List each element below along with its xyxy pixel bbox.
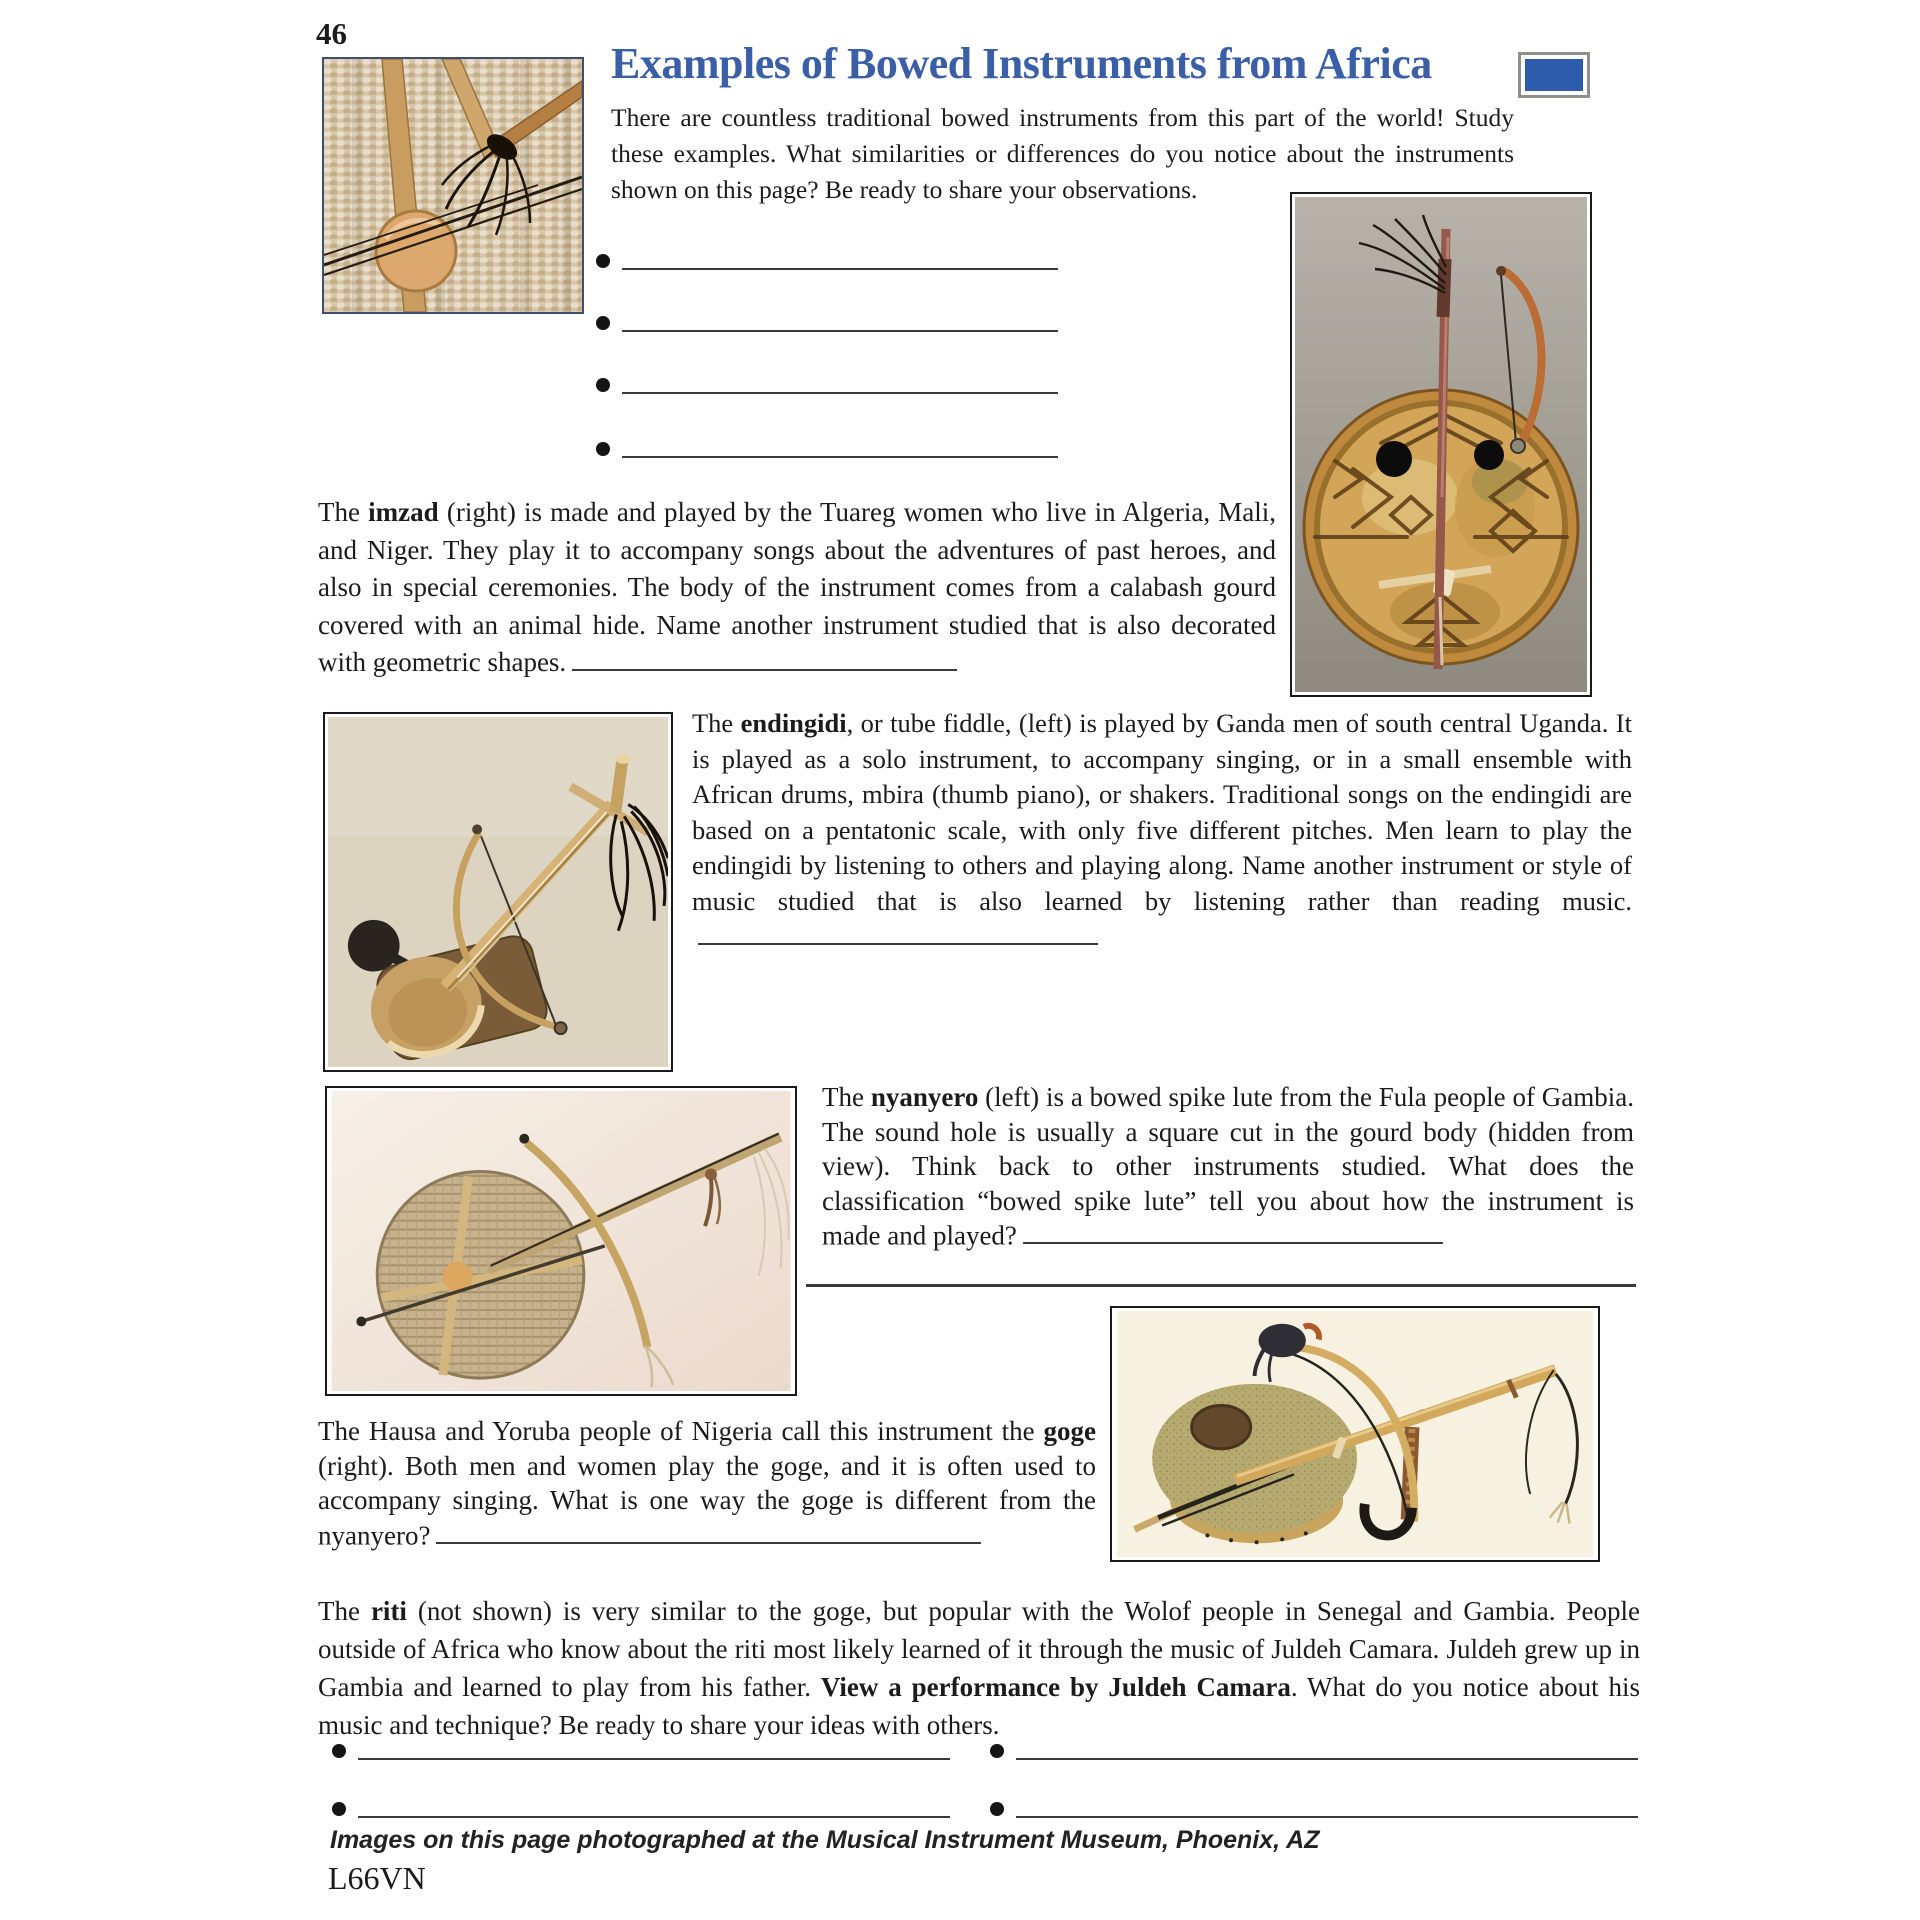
idea-blank-row xyxy=(990,1742,1638,1760)
idea-blank-row xyxy=(990,1800,1638,1818)
photo-credit: Images on this page photographed at the Musical Instrument Museum, Phoenix, AZ xyxy=(330,1826,1320,1854)
bullet-dot xyxy=(596,254,610,268)
goge-term: goge xyxy=(1043,1416,1096,1446)
page-title-text: Examples of Bowed Instruments from Africa xyxy=(611,39,1432,88)
view-performance-reference: View a performance by Juldeh Camara xyxy=(820,1672,1291,1702)
bullet-dot xyxy=(596,316,610,330)
video-marker-icon-fill xyxy=(1525,59,1583,91)
page-number: 46 xyxy=(316,16,347,51)
answer-line-full xyxy=(806,1268,1636,1287)
answer-line xyxy=(1016,1742,1638,1760)
riti-lead: The xyxy=(318,1596,371,1626)
endingidi-paragraph xyxy=(692,706,1632,955)
imzad-illustration xyxy=(1295,197,1587,692)
nyanyero-term: nyanyero xyxy=(870,1082,979,1112)
imzad-lead: The xyxy=(318,497,369,527)
video-marker-icon xyxy=(1518,52,1590,98)
answer-line xyxy=(698,919,1098,945)
goge-illustration xyxy=(1115,1311,1595,1557)
intro-paragraph: There are countless traditional bowed instruments from this part of the world! Study these examples. What similarities or differences do you notice about the instruments shown on this page? Be ready to share your observations. xyxy=(611,103,1514,204)
imzad-body: (right) is made and played by the Tuareg women who live in Algeria, Mali, and Niger. They play it to accompany songs about the adventures of past heroes, and also in special ceremonies. The body of the instrument comes from a calabash gourd covered with an animal hide. Name another instrument studied that is also decorated with geometric shapes. xyxy=(318,497,1276,677)
bullet-dot xyxy=(332,1744,346,1758)
imzad-paragraph xyxy=(318,494,1276,682)
observation-blank-row xyxy=(596,314,1058,332)
idea-blank-row xyxy=(332,1800,950,1818)
observation-blank-row xyxy=(596,376,1058,394)
goge-body: (right). Both men and women play the goge, and it is often used to accompany singing. What is one way the goge is different from the nyanyero? xyxy=(318,1450,1096,1550)
observation-blank-row xyxy=(596,440,1058,458)
bullet-dot xyxy=(990,1802,1004,1816)
observation-blank-row xyxy=(596,252,1058,270)
nyanyero-body: (left) is a bowed spike lute from the Fula people of Gambia. The sound hole is usually a square cut in the gourd body (hidden from view). Think back to other instruments studied. What does the classification “bowed spike lute” tell you about how the instrument is made and played? xyxy=(822,1082,1634,1251)
page-title xyxy=(611,38,1521,89)
answer-line xyxy=(1023,1218,1443,1244)
nyanyero-paragraph xyxy=(822,1080,1634,1253)
riti-term: riti xyxy=(370,1596,407,1626)
answer-line xyxy=(1016,1800,1638,1818)
riti-paragraph xyxy=(318,1592,1640,1744)
answer-line xyxy=(436,1518,981,1544)
answer-line xyxy=(622,440,1058,458)
bullet-dot xyxy=(596,442,610,456)
answer-line xyxy=(358,1742,950,1760)
page-code: L66VN xyxy=(328,1860,426,1896)
endingidi-illustration xyxy=(328,717,668,1067)
answer-line xyxy=(622,252,1058,270)
nyanyero-photo xyxy=(325,1086,797,1396)
endingidi-term: endingidi xyxy=(740,708,847,738)
answer-line xyxy=(358,1800,950,1818)
riti-tail: . What do you notice about his music and technique? Be ready to share your ideas with others. xyxy=(318,1672,1640,1740)
nyanyero-illustration xyxy=(330,1091,792,1391)
bow-closeup-illustration xyxy=(324,59,582,312)
riti-body: (not shown) is very similar to the goge, but popular with the Wolof people in Senegal and Gambia. People outside of Africa who know about the riti most likely learned of it through the music of Juldeh Camara. Juldeh grew up in Gambia and learned to play from his father. xyxy=(318,1596,1640,1702)
endingidi-lead: The xyxy=(692,708,741,738)
answer-line xyxy=(572,645,957,671)
goge-lead: The Hausa and Yoruba people of Nigeria call this instrument the xyxy=(318,1416,1044,1446)
nyanyero-lead: The xyxy=(822,1082,871,1112)
bullet-dot xyxy=(596,378,610,392)
bullet-dot xyxy=(990,1744,1004,1758)
endingidi-body: , or tube fiddle, (left) is played by Ganda men of south central Uganda. It is played as a solo instrument, to accompany singing, or in a small ensemble with African drums, mbira (thumb piano), or shakers. Traditional songs on the endingidi are based on a pentatonic scale, with only five different pitches. Men learn to play the endingidi by listening to others and playing along. Name another instrument or style of music studied that is also learned by listening rather than reading music. xyxy=(692,708,1632,916)
bow-closeup-photo xyxy=(322,57,584,314)
bullet-dot xyxy=(332,1802,346,1816)
answer-line xyxy=(622,314,1058,332)
answer-line xyxy=(622,376,1058,394)
endingidi-photo xyxy=(323,712,673,1072)
imzad-photo xyxy=(1290,192,1592,697)
idea-blank-row xyxy=(332,1742,950,1760)
imzad-term: imzad xyxy=(368,497,439,527)
goge-photo xyxy=(1110,1306,1600,1562)
goge-paragraph xyxy=(318,1414,1096,1552)
